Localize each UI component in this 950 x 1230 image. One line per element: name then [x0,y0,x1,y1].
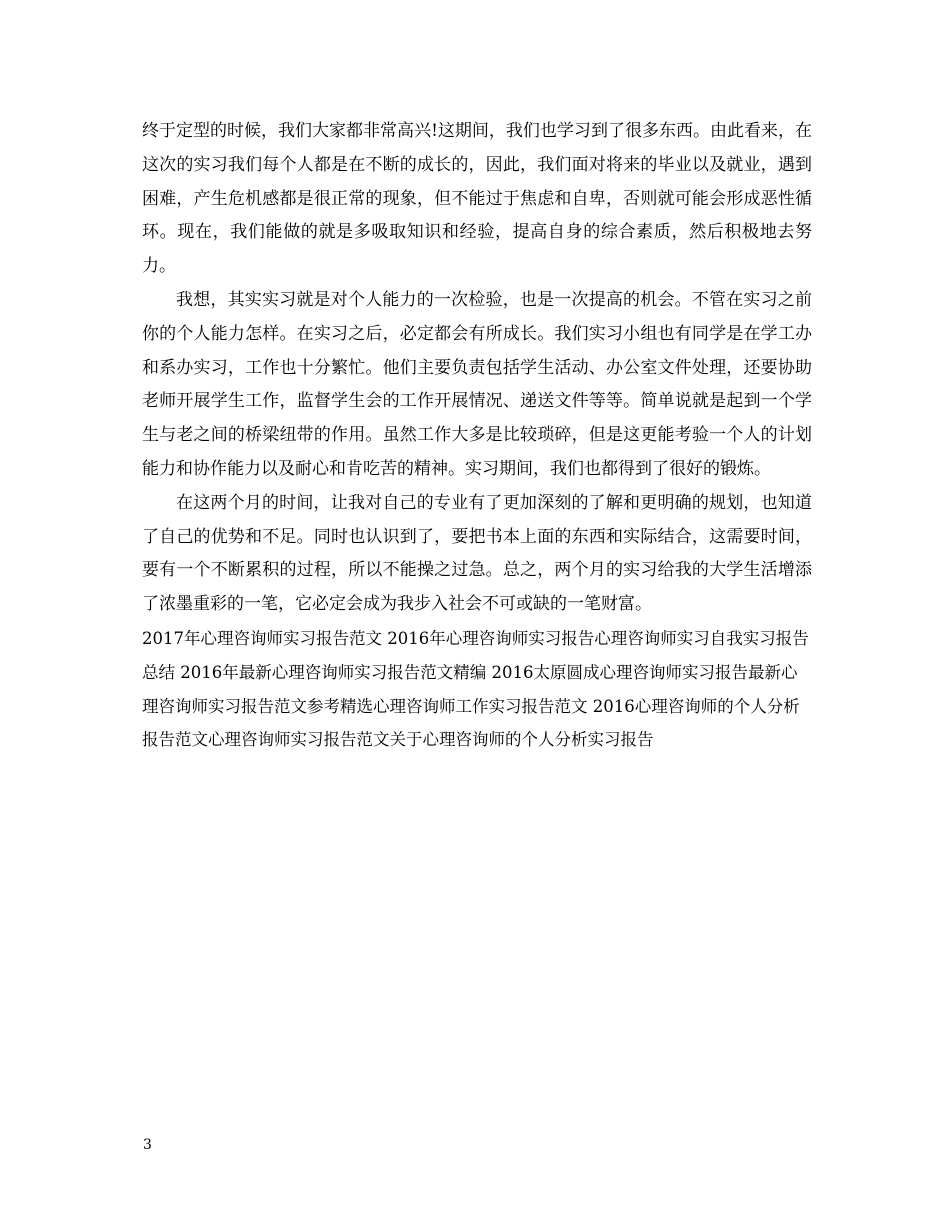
document-body [142,115,812,757]
body-paragraph-3: 在这两个月的时间，让我对自己的专业有了更加深刻的了解和更明确的规划，也知道了自己的优势和不足。同时也认识到了，要把书本上面的东西和实际结合，这需要时间，要有一个不断累积的过程，所以不能操之过急。总之，两个月的实习给我的大学生活增添了浓墨重彩的一笔，它必定会成为我步入社会不可或缺的一笔财富。 [142,492,812,615]
body-paragraph-2: 我想，其实实习就是对个人能力的一次检验，也是一次提高的机会。不管在实习之前你的个人能力怎样。在实习之后，必定都会有所成长。我们实习小组也有同学是在学工办和系办实习，工作也十分繁忙。他们主要负责包括学生活动、办公室文件处理，还要协助老师开展学生工作，监督学生会的工作开展情况、递送文件等等。简单说就是起到一个学生与老之间的桥梁纽带的作用。虽然工作大多是比较琐碎，但是这更能考验一个人的计划能力和协作能力以及耐心和肯吃苦的精神。实习期间，我们也都得到了很好的锻炼。 [142,289,812,479]
related-reports-text: 2017年心理咨询师实习报告范文 2016年心理咨询师实习报告心理咨询师实习自我实习报告总结 2016年最新心理咨询师实习报告范文精编 2016太原圆成心理咨询师实习报告最新心理咨询师实习报告范文参考精选心理咨询师工作实习报告范文 2016心理咨询师的个人分析报告范文心理咨询师实习报告范文关于心理咨询师的个人分析实习报告 [142,628,809,750]
page-number: 3 [143,1137,152,1153]
body-paragraph-1: 终于定型的时候，我们大家都非常高兴!这期间，我们也学习到了很多东西。由此看来，在这次的实习我们每个人都是在不断的成长的，因此，我们面对将来的毕业以及就业，遇到困难，产生危机感都是很正常的现象，但不能过于焦虑和自卑，否则就可能会形成恶性循环。现在，我们能做的就是多吸取知识和经验，提高自身的综合素质，然后积极地去努力。 [142,121,812,277]
